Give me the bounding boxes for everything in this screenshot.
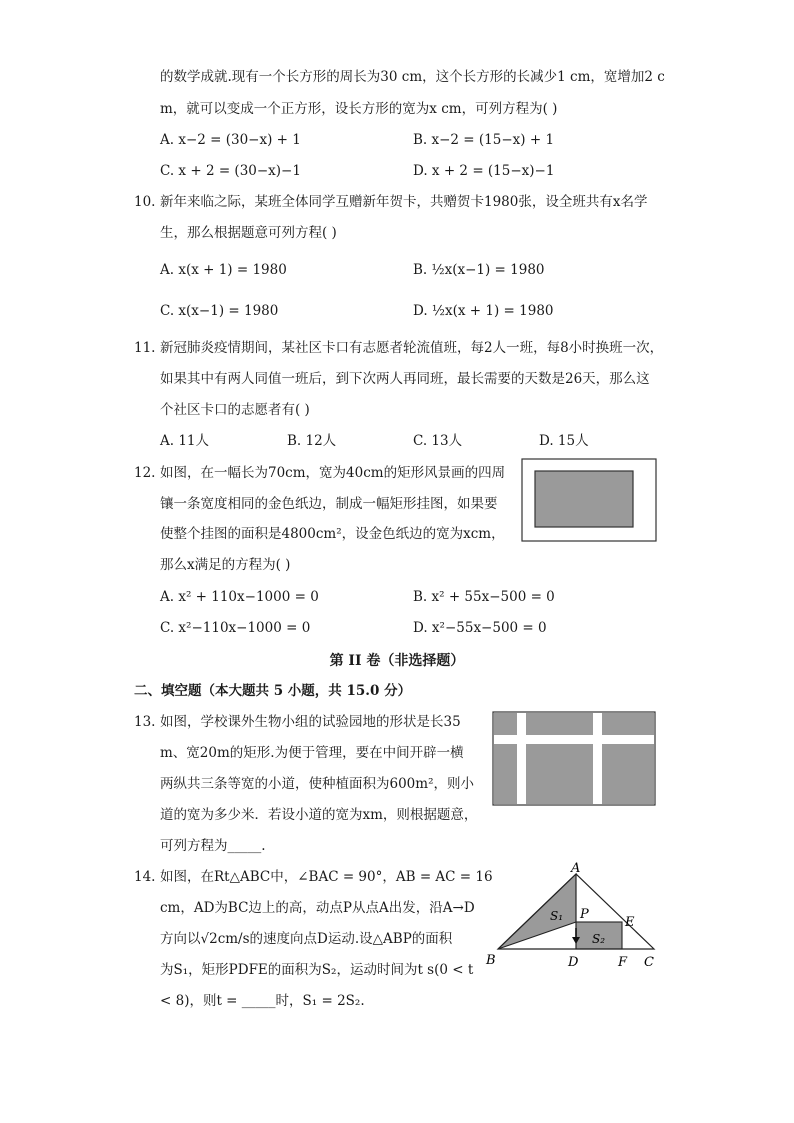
q13-garden-figure	[492, 711, 656, 806]
q9-option-a: A. x−2 = (30−x) + 1	[160, 132, 301, 148]
q10-number: 10.	[134, 194, 156, 210]
q12-stem-line-3: 使整个挂图的面积是4800cm²，设金色纸边的宽为xcm，	[160, 526, 505, 542]
q13-plot	[494, 713, 517, 735]
q11-option-a: A. 11人	[160, 433, 210, 449]
q12-stem-line-1: 如图，在一幅长为70cm，宽为40cm的矩形风景画的四周	[160, 465, 506, 481]
q14-stem-line-5: < 8)，则t = _____时，S₁ = 2S₂.	[160, 993, 365, 1009]
q13-stem-line-1: 如图，学校课外生物小组的试验园地的形状是长35	[160, 714, 461, 730]
q14-stem-line-4: 为S₁，矩形PDFE的面积为S₂，运动时间为t s(0 < t	[160, 962, 474, 978]
q12-painting	[535, 471, 633, 527]
q13-plot	[602, 713, 654, 735]
q14-label-f: F	[618, 955, 628, 970]
q9-stem-line-1: 的数学成就.现有一个长方形的周长为30 cm，这个长方形的长减少1 cm，宽增加2 c	[160, 69, 665, 85]
q13-plot	[526, 744, 593, 804]
q11-stem-line-3: 个社区卡口的志愿者有( )	[160, 402, 310, 418]
q11-stem-line-2: 如果其中有两人同值一班后，到下次两人再同班，最长需要的天数是26天，那么这	[160, 371, 650, 387]
q14-label-p: P	[580, 907, 589, 922]
q9-option-b: B. x−2 = (15−x) + 1	[413, 132, 555, 148]
q14-stem-line-2: cm，AD为BC边上的高，动点P从点A出发，沿A→D	[160, 900, 475, 916]
q13-stem-line-3: 两纵共三条等宽的小道，使种植面积为600m²，则小	[160, 776, 474, 792]
q10-option-a: A. x(x + 1) = 1980	[160, 262, 287, 278]
q11-option-b: B. 12人	[287, 433, 337, 449]
q13-stem-line-4: 道的宽为多少米．若设小道的宽为xm，则根据题意，	[160, 807, 478, 823]
q13-plot	[526, 713, 593, 735]
q11-stem-line-1: 新冠肺炎疫情期间，某社区卡口有志愿者轮流值班，每2人一班，每8小时换班一次，	[160, 340, 664, 356]
q10-option-c: C. x(x−1) = 1980	[160, 303, 279, 319]
q14-label-b: B	[486, 953, 496, 968]
q14-label-e: E	[625, 915, 635, 930]
q12-option-b: B. x² + 55x−500 = 0	[413, 589, 555, 605]
q14-triangle-figure	[482, 860, 662, 972]
q12-stem-line-4: 那么x满足的方程为( )	[160, 557, 291, 573]
q12-option-c: C. x²−110x−1000 = 0	[160, 620, 311, 636]
q12-number: 12.	[134, 465, 156, 481]
q10-stem-line-1: 新年来临之际，某班全体同学互赠新年贺卡，共赠贺卡1980张，设全班共有x名学	[160, 194, 648, 210]
q13-plot	[494, 744, 517, 804]
q10-option-b: B. ½x(x−1) = 1980	[413, 262, 545, 278]
q13-stem-line-2: m、宽20m的矩形.为便于管理，要在中间开辟一横	[160, 745, 464, 761]
q12-frame-figure	[521, 458, 657, 542]
q9-stem-line-2: m，就可以变成一个正方形，设长方形的宽为x cm，可列方程为( )	[160, 101, 558, 117]
q14-stem-line-3: 方向以√2cm/s的速度向点D运动.设△ABP的面积	[160, 931, 453, 947]
q14-label-d: D	[568, 955, 579, 970]
q14-label-s2: S₂	[592, 932, 606, 946]
q9-option-c: C. x + 2 = (30−x)−1	[160, 163, 301, 179]
section-fill-blank-header: 二、填空题（本大题共 5 小题，共 15.0 分）	[134, 683, 412, 699]
q14-label-s1: S₁	[550, 909, 564, 923]
part2-title: 第 II 卷（非选择题）	[329, 653, 465, 669]
q10-option-d: D. ½x(x + 1) = 1980	[413, 303, 554, 319]
q10-stem-line-2: 生，那么根据题意可列方程( )	[160, 225, 337, 241]
q14-number: 14.	[134, 869, 156, 885]
q14-label-c: C	[644, 955, 654, 970]
q11-number: 11.	[134, 340, 156, 356]
q12-stem-line-2: 镶一条宽度相同的金色纸边，制成一幅矩形挂图，如果要	[160, 496, 498, 512]
q14-stem-line-1: 如图，在Rt△ABC中，∠BAC = 90°，AB = AC = 16	[160, 869, 493, 885]
q12-option-d: D. x²−55x−500 = 0	[413, 620, 547, 636]
q13-plot	[602, 744, 654, 804]
q14-label-a: A	[571, 861, 581, 876]
q13-number: 13.	[134, 714, 156, 730]
q12-option-a: A. x² + 110x−1000 = 0	[160, 589, 319, 605]
q13-stem-line-5: 可列方程为_____.	[160, 838, 266, 854]
q11-option-d: D. 15人	[539, 433, 589, 449]
q9-option-d: D. x + 2 = (15−x)−1	[413, 163, 555, 179]
q11-option-c: C. 13人	[413, 433, 463, 449]
